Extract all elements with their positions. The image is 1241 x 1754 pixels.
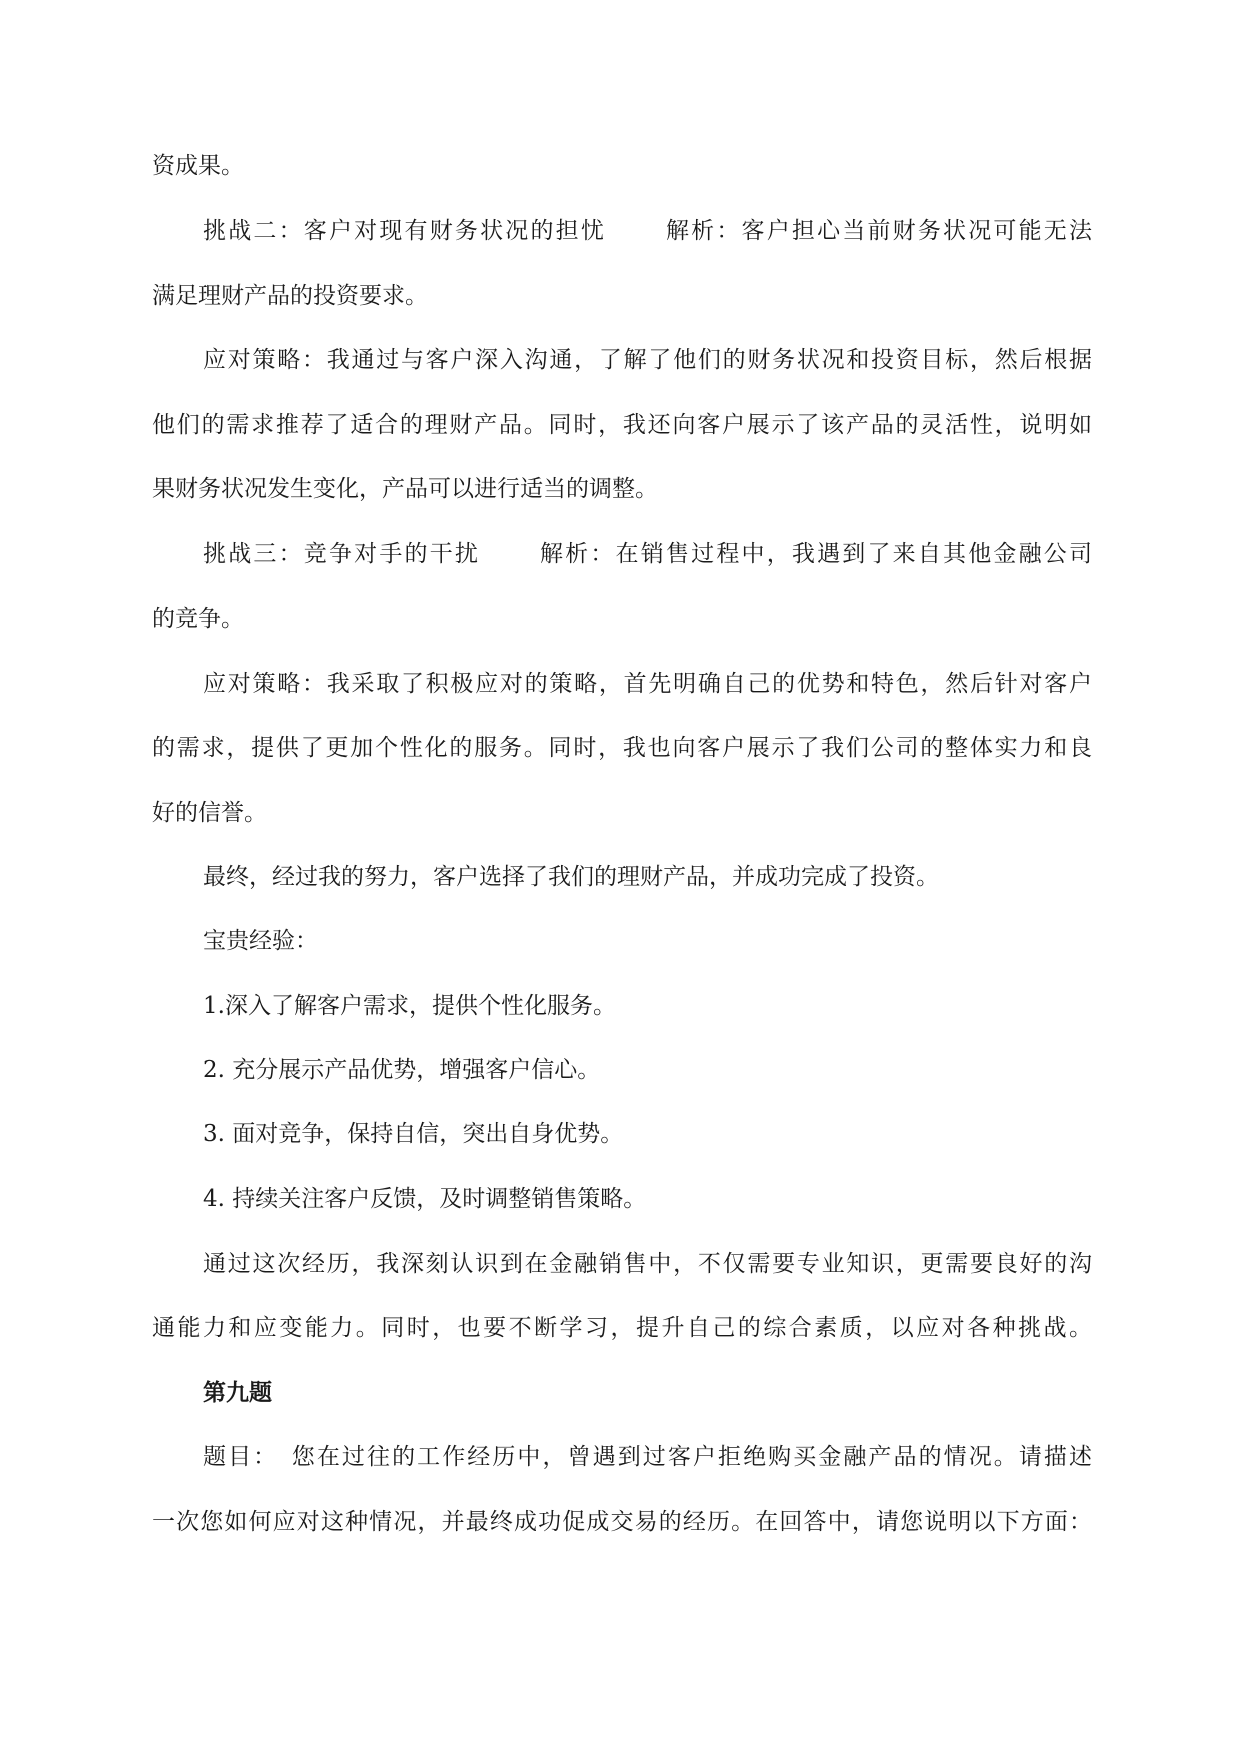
list-item: 1.深入了解客户需求，提供个性化服务。 [203, 993, 616, 1019]
paragraph-line: 好的信誉。 [152, 800, 267, 826]
outcome-line: 最终，经过我的努力，客户选择了我们的理财产品，并成功完成了投资。 [203, 864, 939, 890]
list-item: 4. 持续关注客户反馈，及时调整销售策略。 [203, 1186, 647, 1212]
strategy-paragraph-line: 应对策略：我采取了积极应对的策略，首先明确自己的优势和特色，然后针对客户 [203, 671, 1092, 697]
conclusion-line: 通过这次经历，我深刻认识到在金融销售中，不仅需要专业知识，更需要良好的沟 [203, 1251, 1092, 1277]
paragraph-line: 的竞争。 [152, 606, 244, 632]
challenge-three-heading: 挑战三：竞争对手的干扰 解析：在销售过程中，我遇到了来自其他金融公司 [203, 541, 1092, 567]
challenge-two-heading: 挑战二：客户对现有财务状况的担忧 解析：客户担心当前财务状况可能无法 [203, 218, 1092, 244]
paragraph-line: 通能力和应变能力。同时，也要不断学习，提升自己的综合素质，以应对各种挑战。 [152, 1315, 1092, 1341]
question-line: 题目： 您在过往的工作经历中，曾遇到过客户拒绝购买金融产品的情况。请描述 [203, 1444, 1092, 1470]
lessons-heading: 宝贵经验： [203, 928, 318, 954]
strategy-paragraph-line: 应对策略：我通过与客户深入沟通，了解了他们的财务状况和投资目标，然后根据 [203, 347, 1092, 373]
section-heading: 第九题 [203, 1379, 272, 1406]
paragraph-line: 满足理财产品的投资要求。 [152, 283, 428, 309]
paragraph-line: 的需求，提供了更加个性化的服务。同时，我也向客户展示了我们公司的整体实力和良 [152, 735, 1092, 761]
paragraph-line: 果财务状况发生变化，产品可以进行适当的调整。 [152, 476, 658, 502]
paragraph-line: 资成果。 [152, 153, 244, 179]
list-item: 3. 面对竞争，保持自信，突出自身优势。 [203, 1121, 624, 1147]
list-item: 2. 充分展示产品优势，增强客户信心。 [203, 1057, 601, 1083]
paragraph-line: 他们的需求推荐了适合的理财产品。同时，我还向客户展示了该产品的灵活性，说明如 [152, 412, 1092, 438]
paragraph-line: 一次您如何应对这种情况，并最终成功促成交易的经历。在回答中，请您说明以下方面： [152, 1509, 1092, 1535]
